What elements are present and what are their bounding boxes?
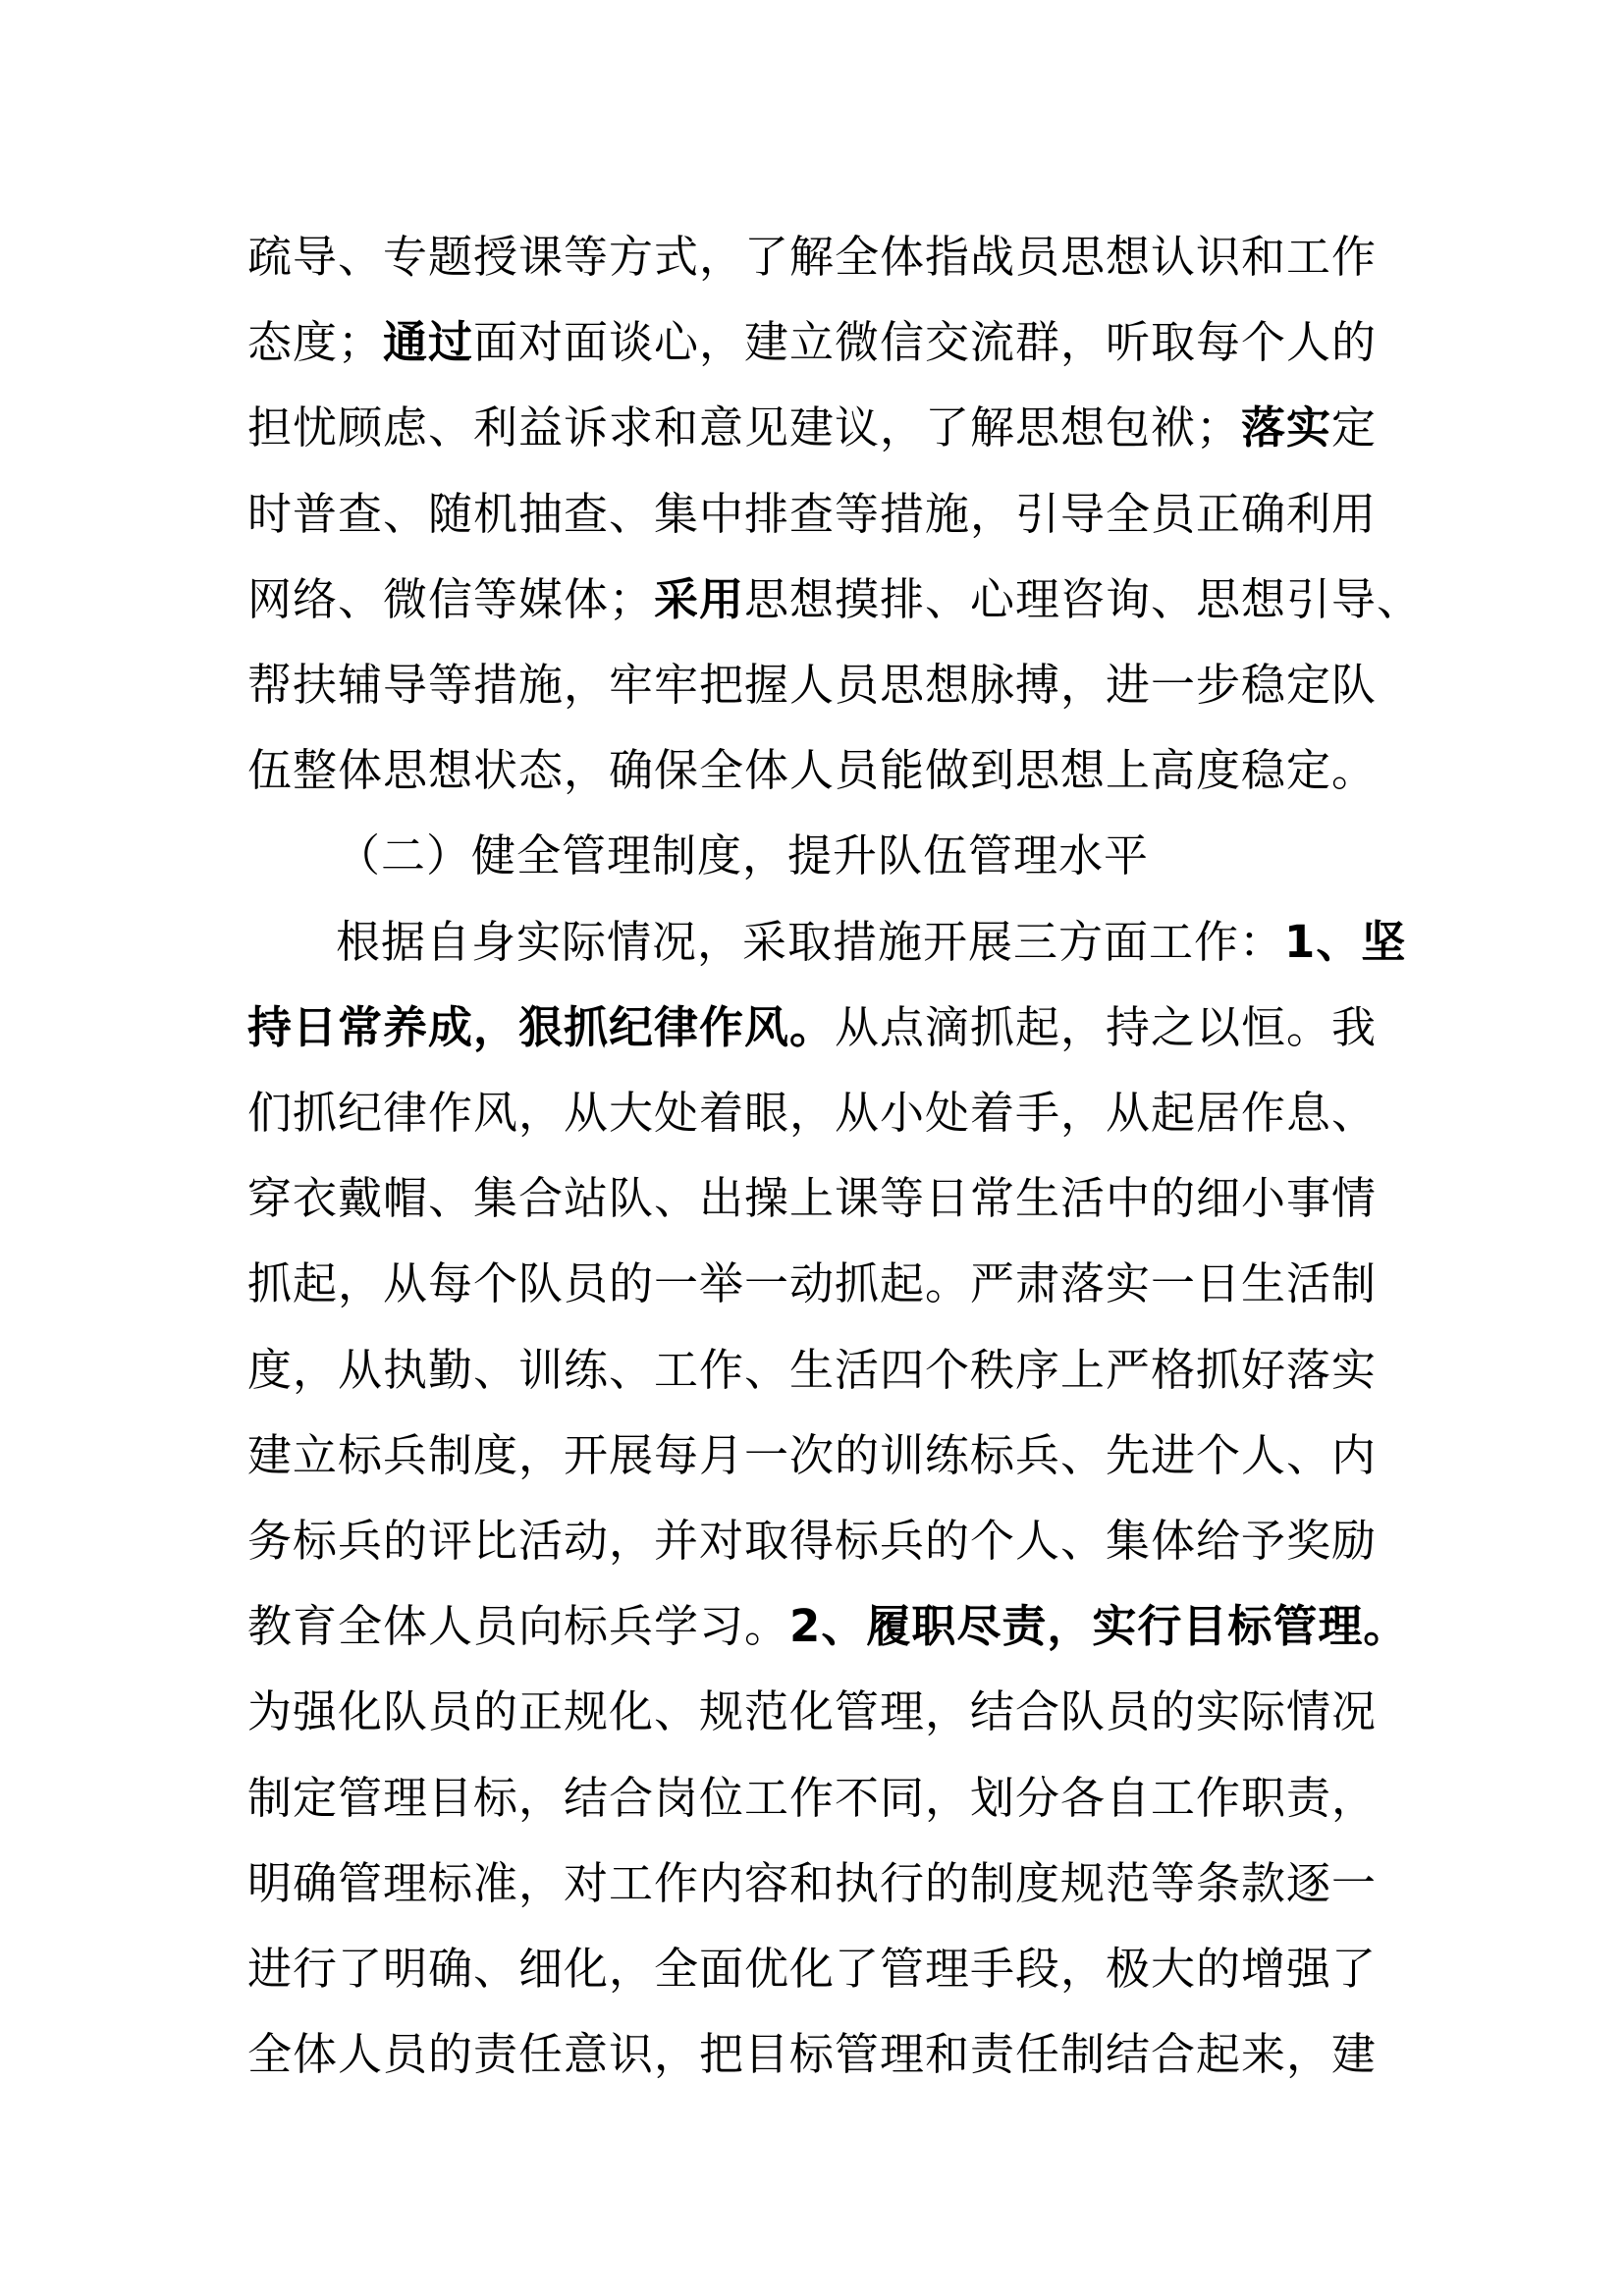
text-run: 面对面谈心，建立微信交流群，听取每个人的: [473, 316, 1378, 369]
text-run: （二）健全管理制度，提升队伍管理水平: [336, 829, 1150, 882]
text-run: 教育全体人员向标兵学习。: [247, 1600, 790, 1653]
text-line: [247, 1512, 1377, 1571]
bold-text-run: 采用: [654, 572, 745, 625]
text-line: [247, 1769, 1377, 1828]
bold-text-run: 2、履职尽责，实行目标管理。: [789, 1600, 1409, 1653]
text-run: 们抓纪律作风，从大处着眼，从小处着手，从起居作息、: [247, 1087, 1378, 1139]
text-line: [247, 570, 1422, 629]
text-line: [336, 913, 1406, 972]
text-line: [247, 399, 1377, 457]
text-line: [247, 741, 1377, 800]
text-run: 度，从执勤、训练、工作、生活四个秩序上严格抓好落实: [247, 1343, 1378, 1396]
text-run: 担忧顾虑、利益诉求和意见建议，了解思想包袱；: [247, 401, 1242, 454]
text-line: [247, 1169, 1377, 1228]
text-run: 网络、微信等媒体；: [247, 572, 655, 625]
bold-text-run: 通过: [383, 316, 474, 369]
text-run: 态度；: [247, 316, 384, 369]
text-run: 务标兵的评比活动，并对取得标兵的个人、集体给予奖励: [247, 1515, 1378, 1567]
text-line: [247, 1255, 1377, 1313]
bold-text-run: 持日常养成，狠抓纪律作风。: [247, 1000, 836, 1053]
text-run: 帮扶辅导等措施，牢牢把握人员思想脉搏，进一步稳定队: [247, 659, 1378, 711]
text-run: 建立标兵制度，开展每月一次的训练标兵、先进个人、内: [247, 1428, 1378, 1481]
text-line: [247, 1940, 1377, 1999]
text-line: [247, 656, 1377, 715]
bold-text-run: 1、坚: [1284, 915, 1407, 968]
text-line: [247, 313, 1377, 372]
text-run: 疏导、专题授课等方式，了解全体指战员思想认识和工作: [247, 231, 1378, 283]
text-line: [247, 228, 1377, 287]
text-run: 抓起，从每个队员的一举一动抓起。严肃落实一日生活制: [247, 1257, 1378, 1310]
text-line: [247, 1854, 1377, 1913]
text-line: [247, 1341, 1377, 1400]
text-line: [247, 1682, 1377, 1741]
text-run: 制定管理目标，结合岗位工作不同，划分各自工作职责，: [247, 1771, 1378, 1824]
text-run: 定: [1331, 401, 1378, 454]
text-line: [247, 1426, 1377, 1485]
text-line: [247, 1084, 1377, 1143]
text-run: 思想摸排、心理咨询、思想引导、: [744, 572, 1423, 625]
text-line: [247, 2025, 1377, 2084]
text-run: 为强化队员的正规化、规范化管理，结合队员的实际情况: [247, 1685, 1378, 1738]
text-run: 伍整体思想状态，确保全体人员能做到思想上高度稳定。: [247, 744, 1378, 797]
text-line: [247, 1597, 1408, 1656]
text-run: 明确管理标准，对工作内容和执行的制度规范等条款逐一: [247, 1856, 1378, 1909]
text-line: [247, 998, 1377, 1057]
bold-text-run: 落实: [1241, 401, 1332, 454]
text-run: 根据自身实际情况，采取措施开展三方面工作：: [336, 915, 1285, 968]
text-run: 时普查、随机抽查、集中排查等措施，引导全员正确利用: [247, 487, 1378, 540]
text-run: 从点滴抓起，持之以恒。我: [835, 1000, 1378, 1053]
section-heading: [336, 827, 1149, 885]
text-line: [247, 485, 1377, 544]
text-run: 全体人员的责任意识，把目标管理和责任制结合起来，建: [247, 2028, 1378, 2081]
text-run: 穿衣戴帽、集合站队、出操上课等日常生活中的细小事情: [247, 1172, 1378, 1225]
text-run: 进行了明确、细化，全面优化了管理手段，极大的增强了: [247, 1943, 1378, 1995]
